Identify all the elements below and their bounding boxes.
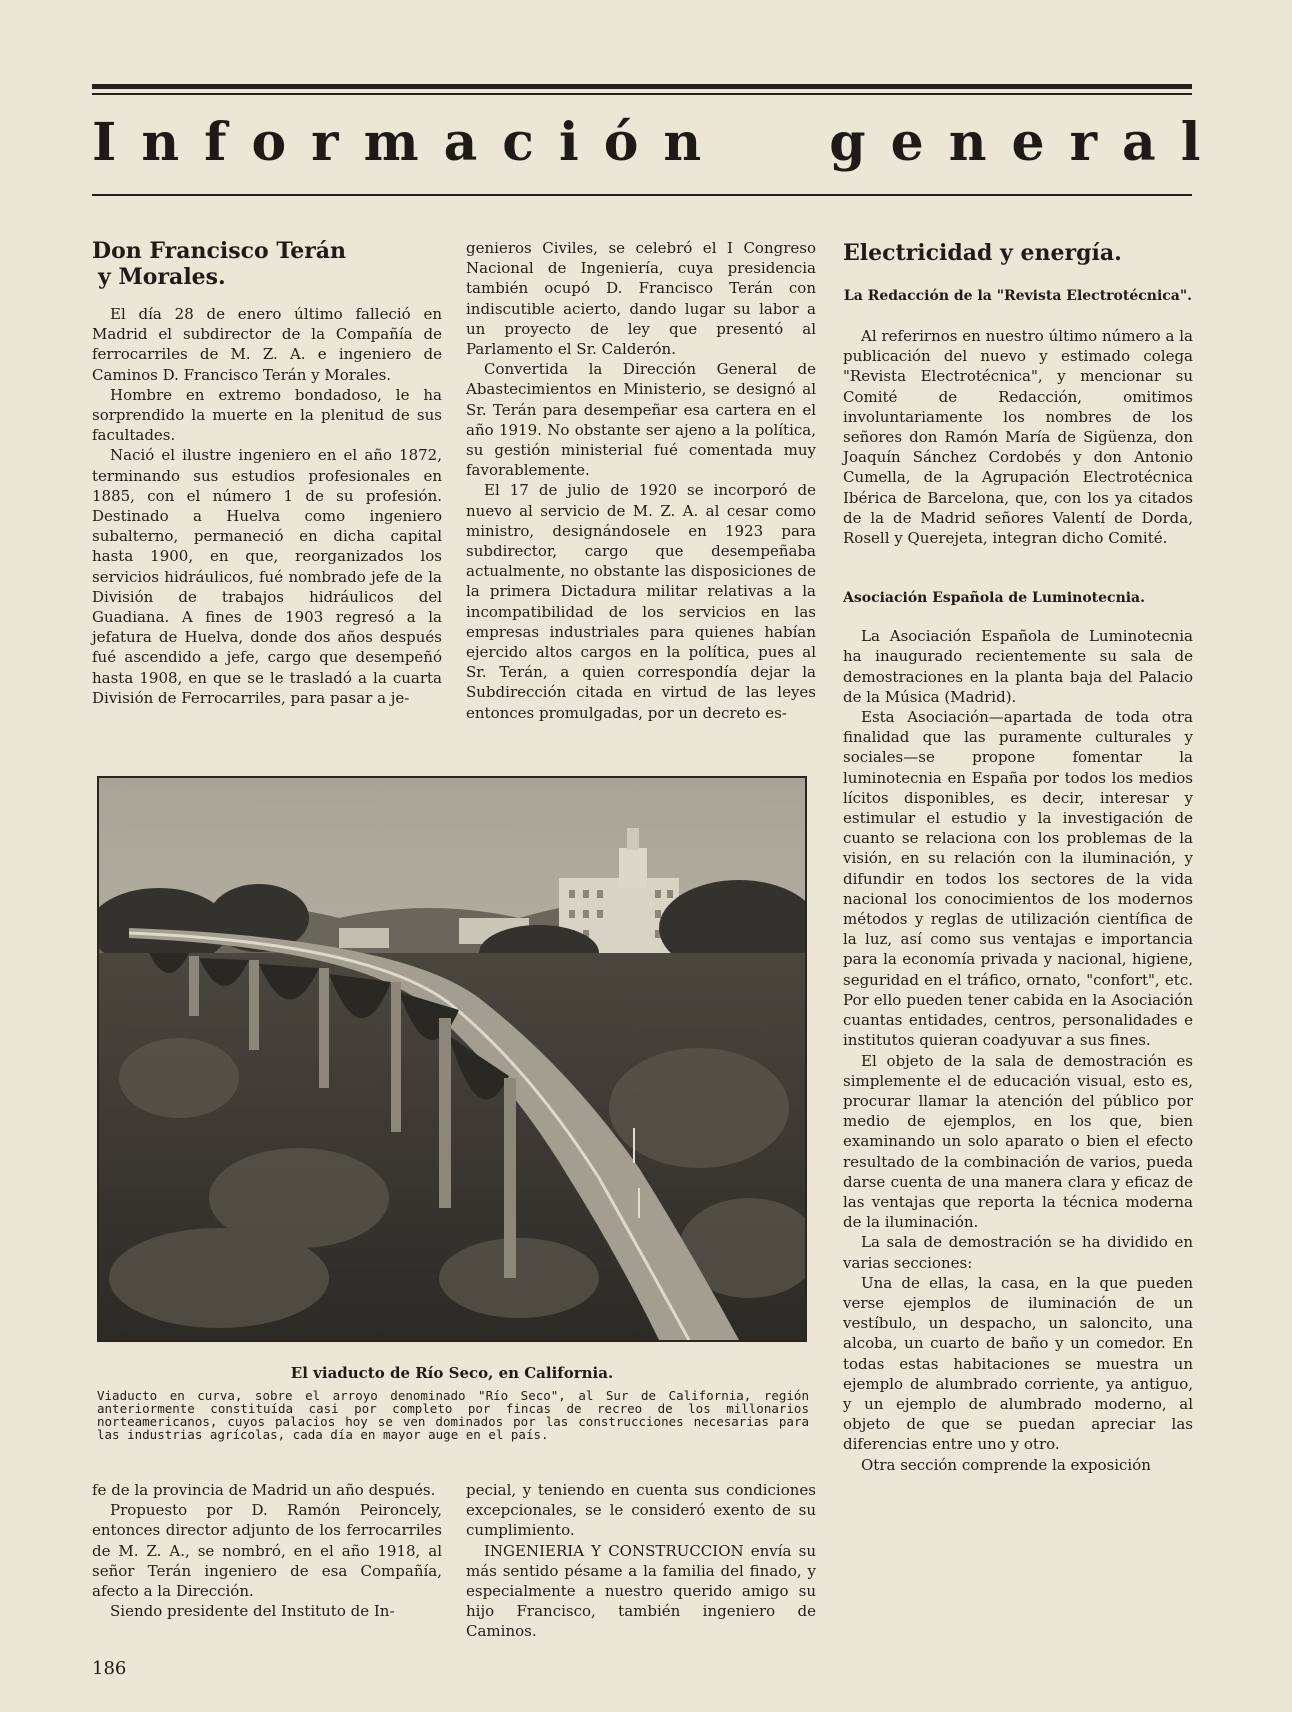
article1-paragraph: INGENIERIA Y CONSTRUCCION envía su más sentido pésame a la familia del finado, y especialmente a nuestro querido amigo su hijo Francisco, también ingeniero de Caminos.: [466, 1541, 816, 1641]
photo-caption-title: El viaducto de Río Seco, en California.: [290, 1364, 614, 1382]
article1-paragraph: Hombre en extremo bondadoso, le ha sorprendido la muerte en la plenitud de sus facultades.: [92, 385, 442, 445]
page-title: Información general: [92, 112, 1226, 173]
article2-subtitle: La Redacción de la "Revista Electrotécnica".: [843, 288, 1193, 304]
article3-title: Asociación Española de Luminotecnia.: [843, 590, 1146, 607]
header-rule-top-thin: [92, 93, 1192, 95]
article3-paragraph: La Asociación Española de Luminotecnia ha inaugurado recientemente su sala de demostraciones en la planta baja del Palacio de la Música (Madrid).: [843, 627, 1193, 706]
article3-paragraph: Esta Asociación—apartada de toda otra finalidad que las puramente culturales y sociales—se propone fomentar la luminotecnia en España por todos los medios lícitos disponibles, es decir, interesar y estimular el estudio y la investigación de cuanto se relaciona con los problemas de la visión, en su relación con la iluminación, y difundir en todos los sectores de la vida nacional los conocimientos de los modernos métodos y reglas de utilización científica de la luz, así como sus ventajas e importancia para la economía privada y nacional, higiene, seguridad en el tráfico, ornato, "confort", etc. Por ello pueden tener cabida en la Asociación cuantas entidades, centros, personalidades e institutos quieran coadyuvar a sus fines.: [843, 708, 1193, 1050]
header-rule-top: [92, 84, 1192, 89]
article1-paragraph: pecial, y teniendo en cuenta sus condiciones excepcionales, se le consideró exento de su cumplimiento.: [466, 1481, 816, 1540]
column-3: [843, 240, 1193, 1475]
article1-paragraph: Propuesto por D. Ramón Peironcely, entonces director adjunto de los ferrocarriles de M. Z. A., se nombró, en el año 1918, al señor Terán ingeniero de esa Compañía, afecto a la Dirección.: [92, 1501, 442, 1601]
article1-column-1-bottom: [92, 1480, 442, 1621]
article3-paragraph: Una de ellas, la casa, en la que pueden verse ejemplos de iluminación de un vestíbulo, un despacho, un saloncito, una alcoba, un cuarto de baño y un comedor. En todas estas habitaciones se muestra un ejemplo de alumbrado corriente, ya antiguo, y un ejemplo de alumbrado moderno, al objeto de que se puedan apreciar las diferencias entre uno y otro.: [843, 1273, 1193, 1454]
article1-paragraph: El 17 de julio de 1920 se incorporó de nuevo al servicio de M. Z. A. al cesar como ministro, designándosele en 1923 para subdirector, cargo que desempeñaba actualmente, no obstante las disposiciones de la primera Dictadura militar relativas a la incompatibilidad de los servicios en las empresas industriales para quienes habían ejercido altos cargos en la política, pues al Sr. Terán, a quien correspondía dejar la Subdirección citada en virtud de las leyes entonces promulgadas, por un decreto es-: [466, 481, 816, 722]
article1-paragraph: genieros Civiles, se celebró el I Congreso Nacional de Ingeniería, cuya presidencia también ocupó D. Francisco Terán con indiscutible acierto, dando lugar su labor a un proyecto de ley que presentó al Parlamento el Sr. Calderón.: [466, 239, 816, 359]
photo-caption-text: Viaducto en curva, sobre el arroyo denominado "Río Seco", al Sur de California, región anteriormente constituída casi por completo por fincas de recreo de los millonarios norteamericanos, cuyos palacios hoy se ven dominados por las construcciones necesarias para las industrias agrícolas, cada día en mayor auge en el país.: [97, 1388, 809, 1442]
article1-paragraph: fe de la provincia de Madrid un año después.: [92, 1481, 436, 1499]
article1-column-1: [92, 238, 442, 708]
article1-title-line2: y Morales.: [98, 264, 226, 290]
article1-paragraph: Siendo presidente del Instituto de In-: [110, 1602, 395, 1621]
article3-paragraph: El objeto de la sala de demostración es simplemente el de educación visual, esto es, procurar llamar la atención del público por medio de ejemplos, en los que, bien examinando un solo aparato o bien el efecto resultado de la combinación de varios, pueda darse cuenta de una manera clara y eficaz de las ventajas que reporta la técnica moderna de la iluminación.: [843, 1051, 1193, 1232]
article1-title-line1: Don Francisco Terán: [92, 238, 347, 264]
header-rule-bottom: [92, 194, 1192, 196]
article1-column-2: [466, 238, 816, 723]
viaduct-photo: [97, 776, 807, 1342]
article3-paragraph: La sala de demostración se ha dividido en varias secciones:: [843, 1233, 1193, 1272]
viaduct-photo-image: [99, 778, 805, 1340]
article1-paragraph: El día 28 de enero último falleció en Madrid el subdirector de la Compañía de ferrocarriles de M. Z. A. e ingeniero de Caminos D. Francisco Terán y Morales.: [92, 305, 442, 384]
article1-column-2-bottom: [466, 1480, 816, 1642]
article3-paragraph: Otra sección comprende la exposición: [861, 1455, 1151, 1474]
article1-paragraph: Convertida la Dirección General de Abastecimientos en Ministerio, se designó al Sr. Terán para desempeñar esa cartera en el año 1919. No obstante ser ajeno a la política, su gestión ministerial fué comentada muy favorablemente.: [466, 360, 816, 480]
article2-title: Electricidad y energía.: [843, 240, 1122, 266]
page-number: 186: [92, 1658, 127, 1679]
article2-paragraph: Al referirnos en nuestro último número a la publicación del nuevo y estimado colega "Revista Electrotécnica", y mencionar su Comité de Redacción, omitimos involuntariamente los nombres de los señores don Ramón María de Sigüenza, don Joaquín Sánchez Cordobés y don Antonio Cumella, de la Agrupación Electrotécnica Ibérica de Barcelona, que, con los ya citados de la de Madrid señores Valentí de Dorda, Rosell y Querejeta, integran dicho Comité.: [843, 327, 1193, 548]
article1-paragraph: Nació el ilustre ingeniero en el año 1872, terminando sus estudios profesionales en 1885, con el número 1 de su profesión. Destinado a Huelva como ingeniero subalterno, permaneció en dicha capital hasta 1900, en que, reorganizados los servicios hidráulicos, fué nombrado jefe de la División de trabajos hidráulicos del Guadiana. A fines de 1903 regresó a la jefatura de Huelva, donde dos años después fué ascendido a jefe, cargo que desempeñó hasta 1908, en que se le trasladó a la cuarta División de Ferrocarriles, para pasar a je-: [92, 446, 442, 707]
